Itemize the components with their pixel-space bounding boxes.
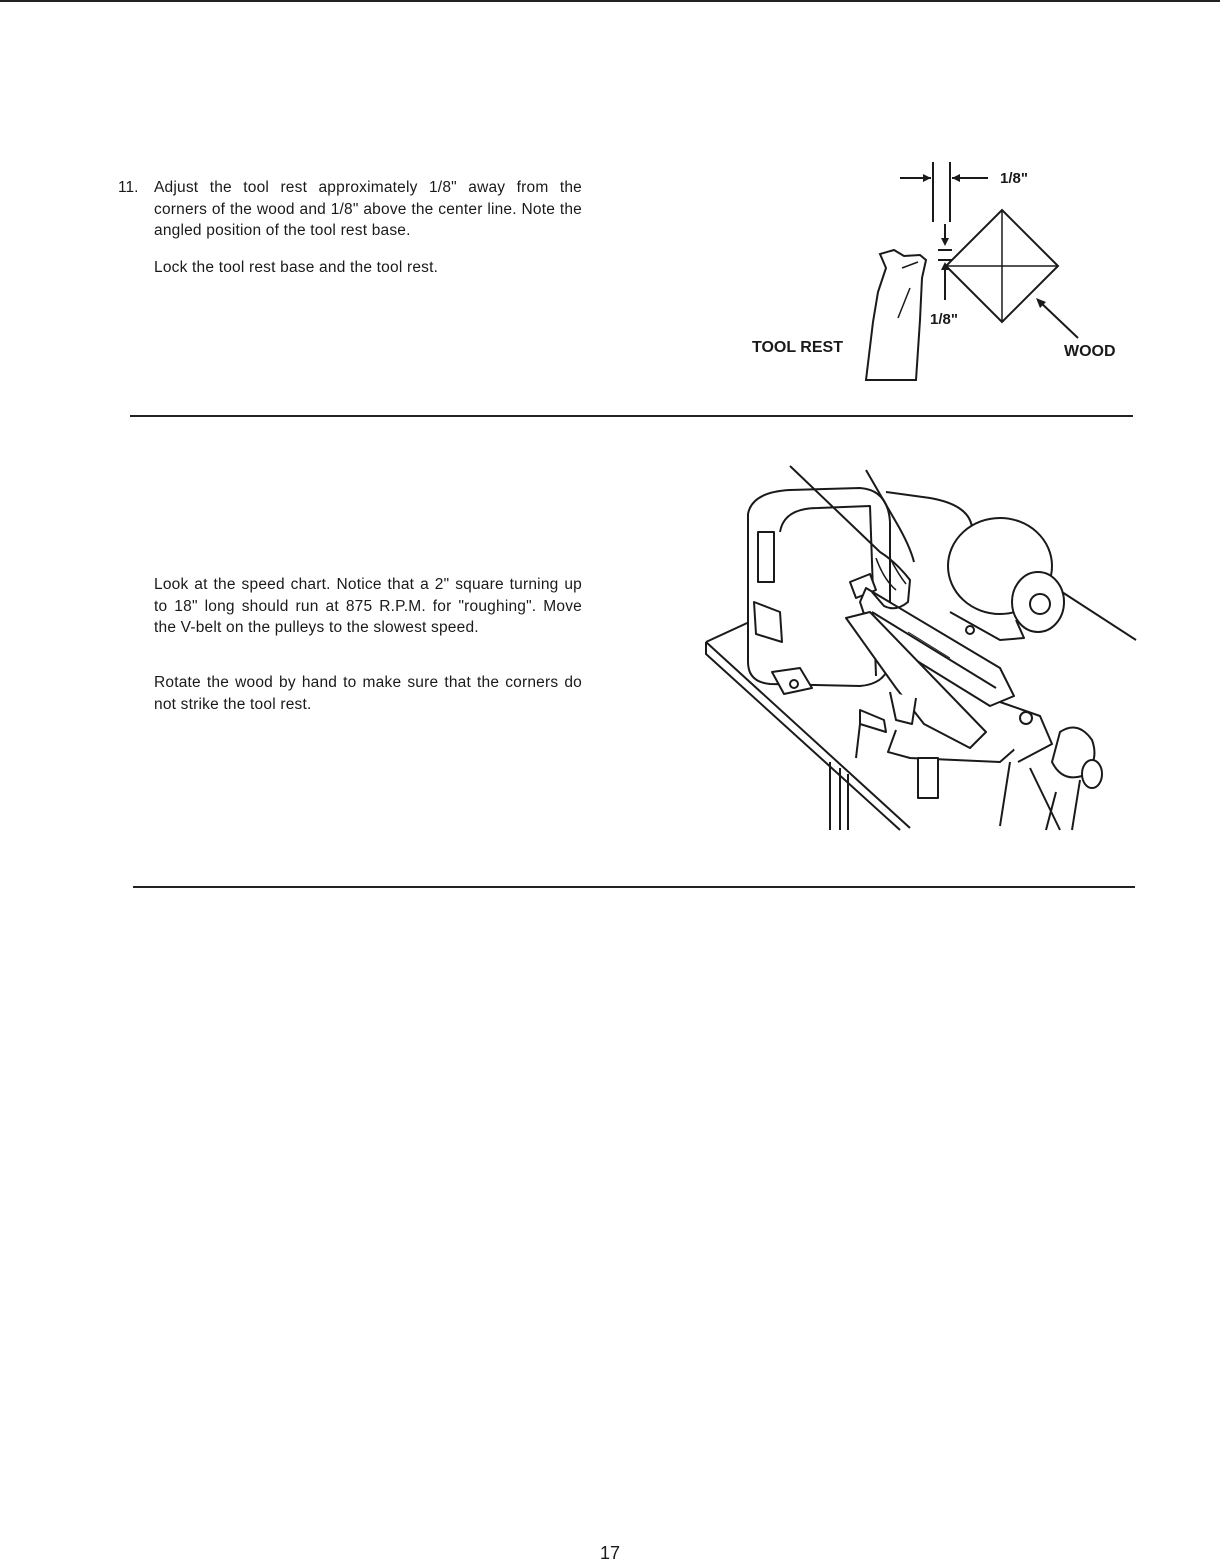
- rotate-wood-instruction: Rotate the wood by hand to make sure that the corners do not strike the tool rest.: [154, 674, 582, 713]
- speed-chart-instruction: Look at the speed chart. Notice that a 2" square turning up to 18" long should run at 875 R.P.M. for "roughing". Move the V-belt on the pulleys to the slowest speed.: [154, 576, 582, 636]
- wood-pointer: [1038, 300, 1078, 338]
- table-legs: [830, 762, 848, 830]
- motor-mount: [950, 612, 1024, 640]
- gap-top-label: 1/8": [1000, 170, 1028, 187]
- banjo: [918, 758, 938, 798]
- section-divider-2: [133, 886, 1135, 888]
- lathe-illustration: [700, 462, 1140, 832]
- motor-pulley-end: [1012, 572, 1064, 632]
- step-11-lock-instruction: Lock the tool rest base and the tool rest.: [154, 259, 439, 276]
- top-border-rule: [0, 0, 1220, 2]
- tailstock-body: [1046, 780, 1080, 830]
- cord: [1062, 592, 1136, 640]
- tool-rest-shape: [866, 250, 926, 380]
- down-arrow: [941, 238, 949, 246]
- tool-rest-label: TOOL REST: [752, 339, 843, 356]
- tool-rest-clearance-diagram: [740, 150, 1140, 390]
- gap-side-label: 1/8": [930, 311, 958, 328]
- step-11-instruction: Adjust the tool rest approximately 1/8" away from the corners of the wood and 1/8" above the center line. Note the angled position of the tool rest base.: [154, 179, 582, 239]
- section-divider-1: [130, 415, 1133, 417]
- step-number: 11.: [118, 179, 139, 196]
- wood-label: WOOD: [1064, 343, 1116, 360]
- page-number: 17: [599, 1543, 621, 1563]
- lock-handle: [860, 710, 886, 732]
